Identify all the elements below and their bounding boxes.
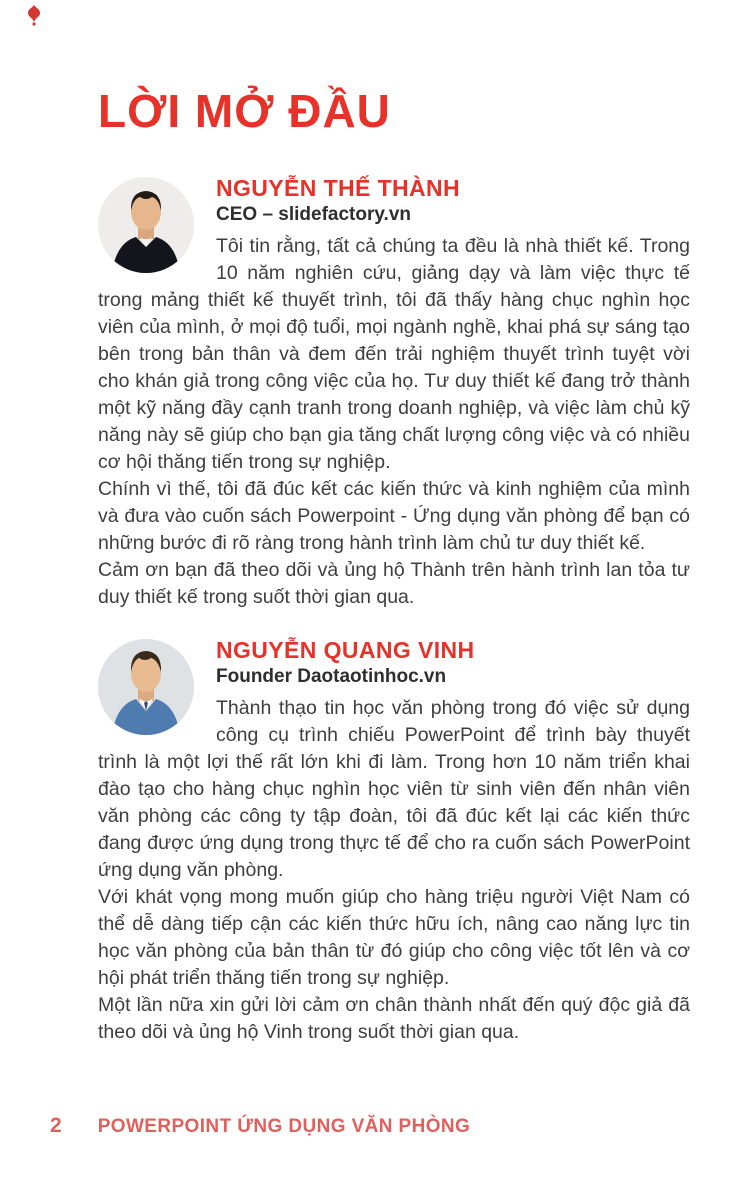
author-paragraph: Với khát vọng mong muốn giúp cho hàng triệu người Việt Nam có thể dễ dàng tiếp cận các kiến thức hữu ích, nâng cao năng lực tin học văn phòng của bản thân từ đó giúp cho công việc tốt lên và cơ hội phát triển thăng tiến trong sự nghiệp. [98,886,690,990]
page-title: LỜI MỞ ĐẦU [98,85,391,137]
author-avatar-vinh [98,639,194,735]
footer-title: POWERPOINT ỨNG DỤNG VĂN PHÒNG [97,1116,471,1137]
author-paragraph: Một lần nữa xin gửi lời cảm ơn chân thành nhất đến quý độc giả đã theo dõi và ủng hộ Vinh trong suốt thời gian qua. [98,994,690,1044]
author-role: Founder Daotaotinhoc.vn [216,666,447,688]
portrait-man-dark-suit-icon [98,177,194,273]
author-name: NGUYỄN THẾ THÀNH [216,174,461,201]
author-section-vinh [98,637,690,1046]
author-paragraph: Tôi tin rằng, tất cả chúng ta đều là nhà thiết kế. Trong 10 năm nghiên cứu, giảng dạy và làm việc thực tế trong mảng thiết kế thuyết trình, tôi đã thấy hàng chục nghìn học viên của mình, ở mọi độ tuổi, mọi ngành nghề, khai phá sự sáng tạo bên trong bản thân và đem đến trải nghiệm thuyết trình tuyệt vời cho khán giả trong công việc của họ. Tư duy thiết kế đang trở thành một kỹ năng đầy cạnh tranh trong doanh nghiệp, và việc làm chủ kỹ năng này sẽ giúp cho bạn gia tăng chất lượng công việc và có nhiều cơ hội thăng tiến trong sự nghiệp. [98,234,690,473]
author-paragraph: Cảm ơn bạn đã theo dõi và ủng hộ Thành trên hành trình lan tỏa tư duy thiết kế trong suốt thời gian qua. [98,558,690,608]
author-role: CEO – slidefactory.vn [216,204,411,226]
author-paragraph: Chính vì thế, tôi đã đúc kết các kiến thức và kinh nghiệm của mình và đưa vào cuốn sách Powerpoint - Ứng dụng văn phòng để bạn có những bước đi rõ ràng trong hành trình làm chủ tư duy thiết kế. [98,477,690,554]
author-name: NGUYỄN QUANG VINH [216,636,475,663]
author-paragraph: Thành thạo tin học văn phòng trong đó việc sử dụng công cụ trình chiếu PowerPoint để trình bày thuyết trình là một lợi thế rất lớn khi đi làm. Trong hơn 10 năm triển khai đào tạo cho hàng chục nghìn học viên từ sinh viên đến nhân viên văn phòng các công ty tập đoàn, tôi đã đúc kết lại các kiến thức đang được ứng dụng trong thực tế để cho ra cuốn sách PowerPoint ứng dụng văn phòng. [98,697,690,882]
page-number: 2 [50,1114,62,1137]
corner-mark-icon [24,4,44,26]
author-section-thanh [98,175,690,611]
portrait-man-blue-suit-icon [98,639,194,735]
page-footer [0,1114,756,1138]
author-avatar-thanh [98,177,194,273]
